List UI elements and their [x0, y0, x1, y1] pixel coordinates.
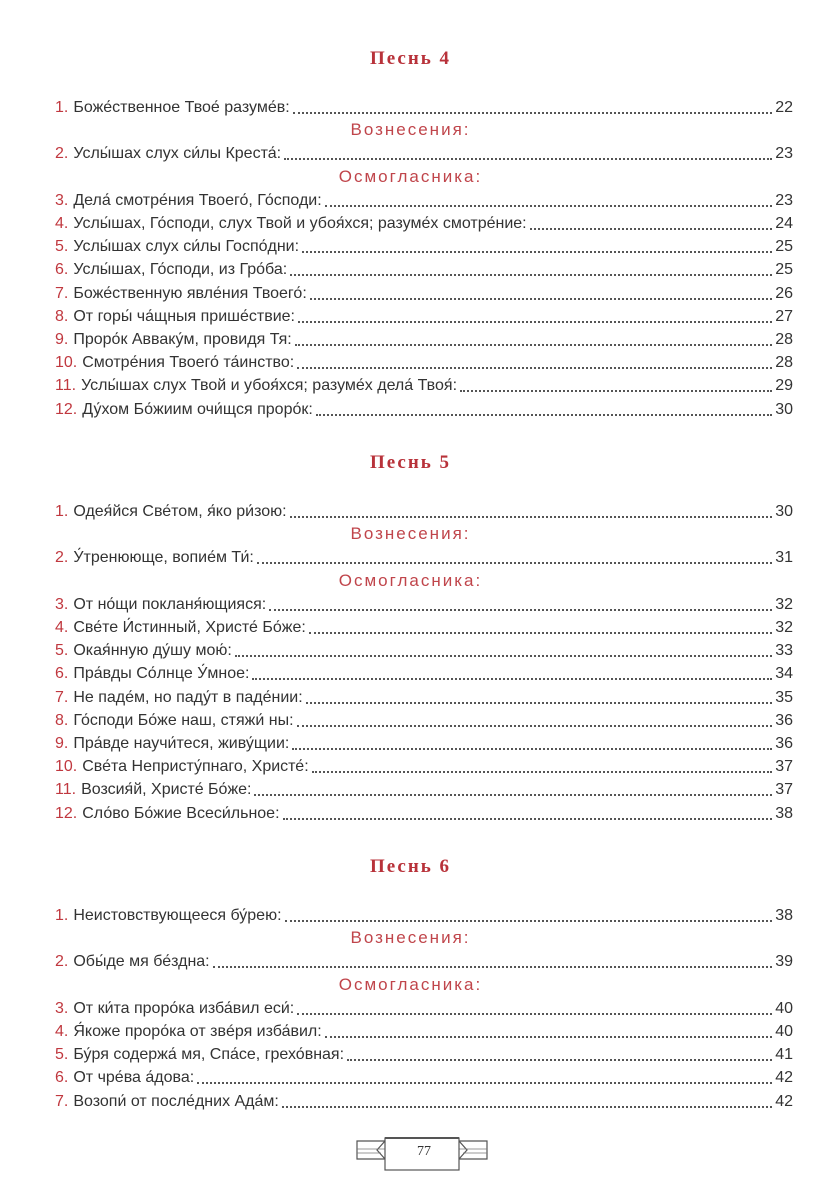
- dot-leader: [282, 1105, 772, 1108]
- entry-title: Пра́вде научи́теся, живу́щии:: [73, 735, 290, 752]
- toc-entry[interactable]: [55, 211, 793, 234]
- subsection-heading: Вознесения:: [350, 524, 471, 544]
- entry-title: От горы́ ча́щныя прише́ствие:: [73, 307, 295, 325]
- toc-entry[interactable]: [55, 903, 793, 926]
- entry-page: 23: [775, 191, 793, 209]
- dot-leader: [297, 724, 773, 727]
- dot-leader: [347, 1058, 772, 1061]
- entry-title: От ки́та проро́ка изба́вил еси́:: [73, 999, 295, 1017]
- entry-page: 39: [775, 953, 793, 971]
- entry-number: 4.: [55, 619, 69, 636]
- dot-leader: [235, 654, 772, 657]
- section-title: Песнь 4: [369, 48, 452, 69]
- entry-title: От чре́ва а́дова:: [73, 1069, 195, 1087]
- entry-page: 31: [775, 549, 793, 567]
- toc-entry[interactable]: [55, 1065, 793, 1088]
- dot-leader: [325, 204, 773, 207]
- entry-number: 2.: [55, 549, 69, 567]
- entry-title: Обы́де мя бе́здна:: [73, 953, 210, 971]
- entry-page: 40: [775, 999, 793, 1017]
- entry-title: Све́та Непристу́пнаго, Христе́:: [82, 758, 309, 776]
- toc-entry[interactable]: [55, 708, 793, 731]
- entry-number: 11.: [55, 781, 77, 799]
- dot-leader: [306, 701, 773, 704]
- entry-title: Услы́шах слух Твой и убоя́хся; разуме́х дела́ Твоя́:: [81, 377, 458, 395]
- entry-number: 6.: [55, 1069, 69, 1087]
- toc-entry[interactable]: [55, 281, 793, 304]
- section-title: Песнь 5: [369, 452, 452, 473]
- entry-page: 28: [775, 331, 793, 348]
- entry-page: 40: [775, 1023, 793, 1040]
- entry-title: Возопи́ от после́дних Ада́м:: [73, 1092, 279, 1110]
- toc-entry[interactable]: [55, 592, 793, 615]
- entry-title: Дела́ смотре́ния Твоего́, Го́споди:: [73, 191, 322, 209]
- entry-title: Све́те И́стинный, Христе́ Бо́же:: [73, 619, 306, 636]
- dot-leader: [298, 320, 772, 323]
- dot-leader: [530, 227, 773, 230]
- dot-leader: [283, 817, 773, 820]
- entry-title: От но́щи покланя́ющияся:: [73, 595, 267, 613]
- entry-title: Я́коже проро́ка от звéря изба́вил:: [73, 1023, 322, 1040]
- entry-page: 25: [775, 261, 793, 279]
- dot-leader: [302, 250, 772, 253]
- dot-leader: [257, 561, 772, 564]
- entry-page: 32: [775, 595, 793, 613]
- entry-number: 10.: [55, 354, 78, 372]
- dot-leader: [252, 677, 772, 680]
- subsection-heading: Осмогласника:: [338, 570, 483, 590]
- entry-page: 42: [775, 1092, 793, 1110]
- dot-leader: [292, 747, 772, 750]
- toc-entry[interactable]: [55, 615, 793, 638]
- toc-entry[interactable]: [55, 777, 793, 800]
- entry-number: 12.: [55, 400, 78, 418]
- toc-entry[interactable]: [55, 1042, 793, 1065]
- entry-number: 7.: [55, 284, 69, 302]
- toc-entry[interactable]: [55, 1089, 793, 1112]
- subsection-heading: Вознесения:: [350, 120, 471, 140]
- entry-page: 41: [775, 1046, 793, 1064]
- toc-entry[interactable]: [55, 257, 793, 280]
- entry-number: 5.: [55, 642, 69, 660]
- entry-page: 27: [775, 307, 793, 325]
- entry-title: Одея́йся Све́том, я́ко ри́зою:: [73, 503, 287, 520]
- entry-number: 9.: [55, 735, 69, 752]
- entry-title: У́тренююще, вопие́м Ти́:: [73, 549, 254, 567]
- entry-title: Не паде́м, но паду́т в паде́нии:: [73, 688, 303, 706]
- entry-title: Пра́вды Со́лнце У́мное:: [73, 665, 250, 683]
- dot-leader: [460, 389, 772, 392]
- page-footer: [0, 1137, 821, 1177]
- toc-entry[interactable]: [55, 685, 793, 708]
- entry-number: 5.: [55, 238, 69, 256]
- entry-number: 10.: [55, 758, 78, 776]
- entry-number: 4.: [55, 215, 69, 232]
- entry-number: 12.: [55, 804, 78, 822]
- dot-leader: [290, 273, 772, 276]
- dot-leader: [309, 631, 772, 634]
- entry-number: 6.: [55, 261, 69, 279]
- subsection-heading: Осмогласника:: [338, 166, 483, 186]
- dot-leader: [316, 413, 772, 416]
- dot-leader: [290, 515, 773, 518]
- entry-number: 8.: [55, 307, 69, 325]
- toc-entry[interactable]: [55, 996, 793, 1019]
- entry-title: Услы́шах, Го́споди, слух Твой и убоя́хся; разуме́х смотре́ние:: [73, 215, 527, 232]
- dot-leader: [295, 343, 773, 346]
- entry-number: 11.: [55, 377, 77, 395]
- entry-number: 8.: [55, 711, 69, 729]
- toc-entry[interactable]: [55, 350, 793, 373]
- entry-page: 33: [775, 642, 793, 660]
- entry-title: Окая́нную ду́шу мою́:: [73, 642, 232, 660]
- entry-page: 22: [775, 99, 793, 116]
- dot-leader: [284, 157, 772, 160]
- entry-page: 29: [775, 377, 793, 395]
- entry-number: 7.: [55, 688, 69, 706]
- entry-title: Услы́шах слух си́лы Госпо́дни:: [73, 238, 300, 256]
- subsection-heading: Вознесения:: [350, 928, 471, 948]
- entry-number: 3.: [55, 999, 69, 1017]
- dot-leader: [325, 1035, 773, 1038]
- entry-number: 7.: [55, 1092, 69, 1110]
- dot-leader: [254, 793, 772, 796]
- dot-leader: [297, 366, 772, 369]
- toc-entry[interactable]: [55, 499, 793, 522]
- entry-number: 1.: [55, 99, 69, 116]
- subsection-heading: Осмогласника:: [338, 974, 483, 994]
- entry-page: 26: [775, 284, 793, 302]
- entry-number: 5.: [55, 1046, 69, 1064]
- toc-entry[interactable]: [55, 397, 793, 420]
- toc-entry[interactable]: [55, 327, 793, 350]
- entry-number: 6.: [55, 665, 69, 683]
- entry-page: 38: [775, 804, 793, 822]
- entry-number: 2.: [55, 145, 69, 163]
- section-title: Песнь 6: [369, 856, 452, 877]
- entry-title: Услы́шах, Го́споди, из Гро́ба:: [73, 261, 288, 279]
- entry-page: 30: [775, 400, 793, 418]
- entry-page: 25: [775, 238, 793, 256]
- entry-page: 42: [775, 1069, 793, 1087]
- entry-number: 3.: [55, 191, 69, 209]
- toc-entry[interactable]: [55, 661, 793, 684]
- toc-entry[interactable]: [55, 801, 793, 824]
- entry-title: Сло́во Бо́жие Всеси́льное:: [82, 804, 280, 822]
- entry-title: Услы́шах слух си́лы Креста́:: [73, 145, 282, 163]
- entry-page: 32: [775, 619, 793, 636]
- entry-page: 37: [775, 781, 793, 799]
- toc-entry[interactable]: [55, 545, 793, 568]
- dot-leader: [269, 608, 772, 611]
- entry-page: 23: [775, 145, 793, 163]
- entry-page: 30: [775, 503, 793, 520]
- dot-leader: [310, 297, 772, 300]
- entry-page: 37: [775, 758, 793, 776]
- entry-title: Неистовствующееся бу́рею:: [73, 907, 282, 924]
- entry-page: 38: [775, 907, 793, 924]
- dot-leader: [312, 770, 773, 773]
- toc-entry[interactable]: [55, 949, 793, 972]
- entry-title: Возсия́й, Христе́ Бо́же:: [81, 781, 252, 799]
- entry-title: Смотре́ния Твоего́ та́инство:: [82, 354, 295, 372]
- toc-entry[interactable]: [55, 234, 793, 257]
- entry-page: 24: [775, 215, 793, 232]
- entry-page: 36: [775, 711, 793, 729]
- dot-leader: [293, 111, 773, 114]
- entry-title: Боже́ственное Твое́ разуме́в:: [73, 99, 290, 116]
- entry-page: 35: [775, 688, 793, 706]
- entry-title: Го́споди Бо́же наш, стяжи́ ны:: [73, 711, 294, 729]
- toc-entry[interactable]: [55, 141, 793, 164]
- toc-entry[interactable]: [55, 1019, 793, 1042]
- toc-entry[interactable]: [55, 188, 793, 211]
- entry-title: Ду́хом Бо́жиим очи́щся проро́к:: [82, 400, 313, 418]
- entry-number: 1.: [55, 503, 69, 520]
- dot-leader: [213, 965, 773, 968]
- entry-title: Боже́ственную явле́ния Твоего́:: [73, 284, 307, 302]
- entry-page: 34: [775, 665, 793, 683]
- entry-number: 4.: [55, 1023, 69, 1040]
- entry-page: 28: [775, 354, 793, 372]
- dot-leader: [297, 1012, 772, 1015]
- toc-entry[interactable]: [55, 95, 793, 118]
- page-number: 77: [417, 1144, 431, 1159]
- entry-number: 2.: [55, 953, 69, 971]
- toc-entry[interactable]: [55, 304, 793, 327]
- dot-leader: [197, 1081, 772, 1084]
- toc-entry[interactable]: [55, 638, 793, 661]
- entry-number: 9.: [55, 331, 69, 348]
- entry-page: 36: [775, 735, 793, 752]
- entry-title: Проро́к Авваку́м, провидя Тя:: [73, 331, 292, 348]
- entry-number: 1.: [55, 907, 69, 924]
- toc-entry[interactable]: [55, 754, 793, 777]
- entry-title: Бу́ря содержа́ мя, Спа́се, грехо́вная:: [73, 1046, 345, 1064]
- entry-number: 3.: [55, 595, 69, 613]
- dot-leader: [285, 919, 773, 922]
- toc-entry[interactable]: [55, 731, 793, 754]
- toc-entry[interactable]: [55, 373, 793, 396]
